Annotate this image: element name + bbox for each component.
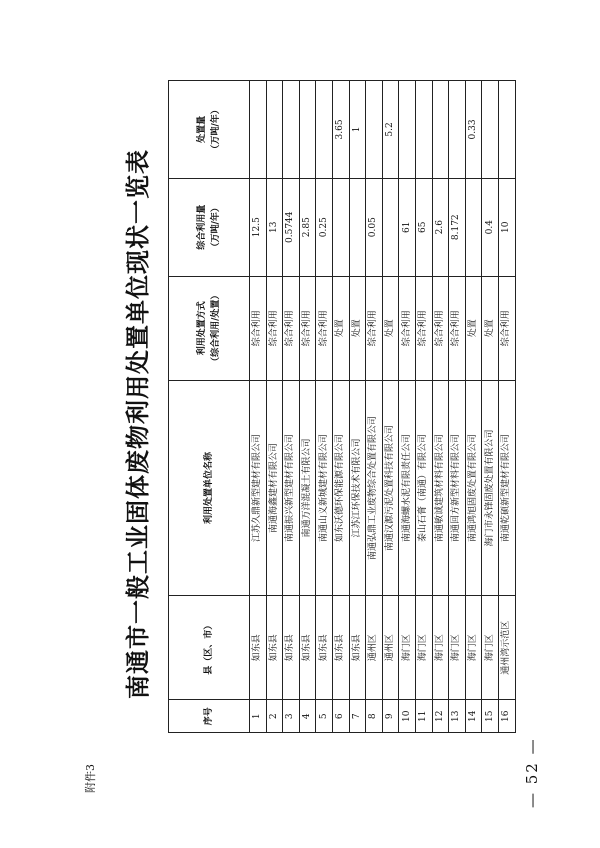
table-row — [316, 81, 333, 733]
cell-method: 处置 — [349, 276, 366, 380]
cell-no: 11 — [415, 700, 432, 733]
table-body — [250, 81, 516, 733]
table-row — [498, 81, 515, 733]
cell-county: 如东县 — [250, 596, 267, 700]
cell-method: 综合利用 — [399, 276, 416, 380]
cell-method: 综合利用 — [432, 276, 449, 380]
cell-disposal — [399, 81, 416, 179]
cell-no: 4 — [299, 700, 316, 733]
cell-name: 南通万洋混凝土有限公司 — [299, 380, 316, 595]
cell-utilization: 13 — [266, 178, 283, 276]
cell-disposal — [432, 81, 449, 179]
cell-no: 1 — [250, 700, 267, 733]
header-method — [169, 276, 250, 380]
cell-utilization — [382, 178, 399, 276]
cell-no: 7 — [349, 700, 366, 733]
cell-no: 5 — [316, 700, 333, 733]
cell-disposal — [316, 81, 333, 179]
header-utilization — [169, 178, 250, 276]
cell-utilization: 61 — [399, 178, 416, 276]
table-row — [266, 81, 283, 733]
cell-method: 综合利用 — [266, 276, 283, 380]
cell-method: 综合利用 — [449, 276, 466, 380]
cell-utilization: 8.172 — [449, 178, 466, 276]
cell-no: 10 — [399, 700, 416, 733]
table-row — [465, 81, 482, 733]
cell-disposal: 5.2 — [382, 81, 399, 179]
cell-name: 江苏江环保技术有限公司 — [349, 380, 366, 595]
cell-no: 15 — [482, 700, 499, 733]
cell-county: 海门区 — [449, 596, 466, 700]
cell-county: 海门区 — [482, 596, 499, 700]
table-row — [250, 81, 267, 733]
header-no: 序号 — [169, 700, 250, 733]
cell-county: 如东县 — [283, 596, 300, 700]
table-row — [482, 81, 499, 733]
cell-name: 南通海鑫建材有限公司 — [266, 380, 283, 595]
cell-name: 南通弘鼎工业废物综合处置有限公司 — [366, 380, 383, 595]
cell-method: 处置 — [482, 276, 499, 380]
cell-county: 通州区 — [382, 596, 399, 700]
cell-disposal — [415, 81, 432, 179]
cell-method: 综合利用 — [283, 276, 300, 380]
table-row — [382, 81, 399, 733]
table-row — [299, 81, 316, 733]
cell-name: 南通山义新城建材有限公司 — [316, 380, 333, 595]
cell-no: 14 — [465, 700, 482, 733]
cell-county: 如东县 — [299, 596, 316, 700]
cell-method: 处置 — [332, 276, 349, 380]
cell-county: 海门区 — [415, 596, 432, 700]
cell-no: 6 — [332, 700, 349, 733]
cell-utilization: 0.05 — [366, 178, 383, 276]
cell-name: 海门市永锋固废处置有限公司 — [482, 380, 499, 595]
cell-county: 海门区 — [465, 596, 482, 700]
cell-disposal — [498, 81, 515, 179]
cell-name: 南通海螺水泥有限责任公司 — [399, 380, 416, 595]
cell-utilization — [332, 178, 349, 276]
cell-disposal — [299, 81, 316, 179]
header-method-title: 利用处置方式 — [197, 301, 207, 356]
cell-county: 如东县 — [332, 596, 349, 700]
cell-county: 通州区 — [366, 596, 383, 700]
cell-no: 8 — [366, 700, 383, 733]
cell-county: 如东县 — [349, 596, 366, 700]
cell-method: 综合利用 — [316, 276, 333, 380]
cell-disposal: 0.33 — [465, 81, 482, 179]
cell-disposal — [250, 81, 267, 179]
cell-county: 如东县 — [266, 596, 283, 700]
table-row — [399, 81, 416, 733]
cell-no: 12 — [432, 700, 449, 733]
cell-name: 泰山石膏（南通）有限公司 — [415, 380, 432, 595]
cell-utilization — [349, 178, 366, 276]
cell-method: 处置 — [465, 276, 482, 380]
facility-table — [168, 80, 516, 733]
page-number: — 52 — — [523, 737, 541, 808]
cell-name: 南通敏诚建筑材料有限公司 — [432, 380, 449, 595]
table-row — [349, 81, 366, 733]
header-method-sub: （综合利用/处置） — [211, 290, 221, 366]
cell-no: 9 — [382, 700, 399, 733]
table-row — [449, 81, 466, 733]
cell-method: 综合利用 — [250, 276, 267, 380]
cell-disposal — [266, 81, 283, 179]
cell-disposal — [482, 81, 499, 179]
cell-utilization: 12.5 — [250, 178, 267, 276]
table-row — [366, 81, 383, 733]
header-county: 县（区、市） — [169, 596, 250, 700]
header-disposal-unit: （万吨/年） — [211, 105, 221, 154]
cell-disposal — [366, 81, 383, 179]
cell-name: 南通鸿旭固废处置有限公司 — [465, 380, 482, 595]
cell-method: 综合利用 — [415, 276, 432, 380]
cell-disposal — [283, 81, 300, 179]
document-title: 南通市一般工业固体废物利用处置单位现状一览表 — [123, 149, 152, 699]
header-name: 利用处置单位名称 — [169, 380, 250, 595]
cell-disposal: 3.65 — [332, 81, 349, 179]
cell-utilization: 0.4 — [482, 178, 499, 276]
attachment-label: 附件3 — [84, 764, 97, 793]
cell-utilization: 2.6 — [432, 178, 449, 276]
cell-name: 南通汉源污泥处置科技有限公司 — [382, 380, 399, 595]
header-utilization-title: 综合利用量 — [197, 204, 207, 250]
cell-utilization: 65 — [415, 178, 432, 276]
cell-no: 3 — [283, 700, 300, 733]
cell-method: 综合利用 — [299, 276, 316, 380]
cell-utilization: 0.25 — [316, 178, 333, 276]
cell-utilization — [465, 178, 482, 276]
cell-disposal — [449, 81, 466, 179]
cell-name: 南通乾硕新型建材有限公司 — [498, 380, 515, 595]
cell-no: 2 — [266, 700, 283, 733]
cell-name: 江苏久鼎新型建材有限公司 — [250, 380, 267, 595]
cell-name: 如东沃德环保能源有限公司 — [332, 380, 349, 595]
cell-county: 如东县 — [316, 596, 333, 700]
cell-utilization: 2.85 — [299, 178, 316, 276]
cell-name: 南通回方新型材料有限公司 — [449, 380, 466, 595]
cell-county: 通州湾示范区 — [498, 596, 515, 700]
cell-utilization: 10 — [498, 178, 515, 276]
table-row — [332, 81, 349, 733]
cell-utilization: 0.5744 — [283, 178, 300, 276]
cell-disposal: 1 — [349, 81, 366, 179]
cell-method: 综合利用 — [366, 276, 383, 380]
cell-county: 海门区 — [432, 596, 449, 700]
cell-name: 南通振兴新型建材有限公司 — [283, 380, 300, 595]
header-utilization-unit: （万吨/年） — [211, 203, 221, 252]
cell-no: 13 — [449, 700, 466, 733]
table-row — [432, 81, 449, 733]
header-disposal — [169, 81, 250, 179]
header-disposal-title: 处置量 — [197, 115, 207, 143]
cell-county: 海门区 — [399, 596, 416, 700]
cell-method: 综合利用 — [498, 276, 515, 380]
table-row — [283, 81, 300, 733]
cell-method: 处置 — [382, 276, 399, 380]
cell-no: 16 — [498, 700, 515, 733]
table-row — [415, 81, 432, 733]
table-header-row — [169, 81, 250, 733]
